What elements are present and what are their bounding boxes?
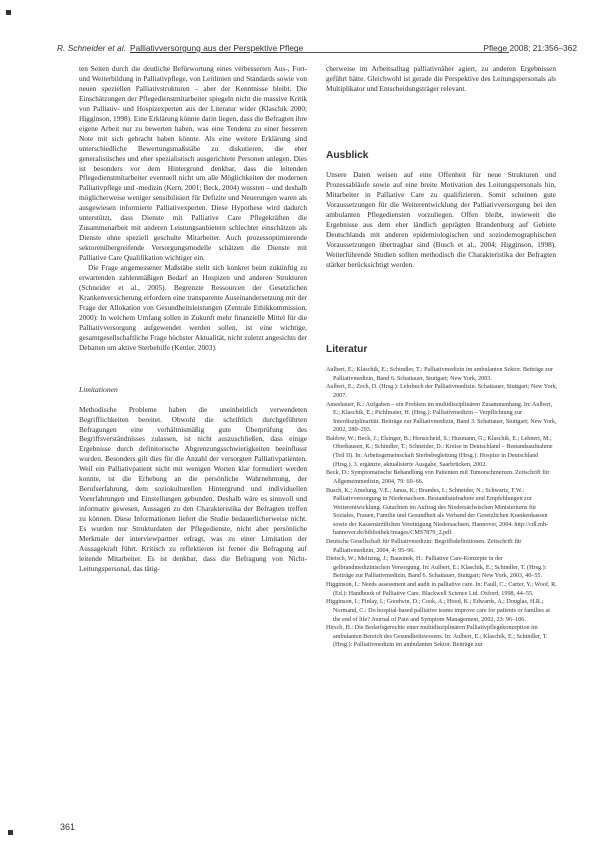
- running-header: [57, 42, 579, 56]
- page-number: 361: [60, 822, 76, 832]
- left-column: [79, 64, 307, 574]
- reference-item: Busch, K.; Amelung, V.E.; Janus, K.; Brandes, I.; Schneider, N.; Schwartz, F.W.: Palliativversorgung in Niedersachsen. Bestandsaufnahme und Empfehlungen zur Weiterentwicklung. Gutachten im Auftrag des Niedersächsischen Ministeriums für Soziales, Frauen, Familie und Gesundheit als Verband der Gesetzlichen Krankenkassen sowie der Kassenärztlichen Vereinigung Niedersachsen. Hannover, 2004. http://cdl.mh-hannover.de/bibliothek/images/CMS7879_2.pdf: [326, 487, 549, 537]
- ausblick-paragraph: Unsere Daten weisen auf eine Offenheit für neue Strukturen und Prozessabläufe sowie auf eine breite Motivation des Leitungspersonals hin, Mitarbeiter in Palliative Care zu qualifizieren. Somit scheinen gute Voraussetzungen für die Weiterentwicklung der Palliativversorgung bei den ambulanten Pflegediensten vorzuliegen. Offen bleibt, inwieweit die Ergebnisse aus dem eher ländlich geprägten Brandenburg auf Gebiete Deutschlands mit anderen epidemiologischen und soziodemographischen Voraussetzungen übertragbar sind (Busch et al., 2004; Higginson, 1998). Weiterführende Studien sollten methodisch die Charakteristika der Befragten stärker berücksichtigt werden.: [326, 170, 556, 269]
- discussion-paragraph-2: Die Frage angemessener Maßstäbe stellt sich konkret beim zukünftig zu erwartenden zahlenmäßigen Bedarf an Hospizen und anderen Strukturen (Schneider et al., 2005). Begrenzte Ressourcen der Gesetzlichen Krankenversicherung erfordern eine transparente Auseinandersetzung mit der Frage der Allokation von Gesundheitsleistungen (Zentrale Ethikkommission, 2000): In welchem Umfang sollen in Zukunft mehr finanzielle Mittel für die Palliativversorgung aufgewendet werden sollen, ist eine wichtige, gesamtgesellschaftliche Frage höchster Aktualität, nicht zuletzt angesichts der Debatten um aktive Sterbehilfe (Kettler, 2003).: [79, 263, 307, 352]
- header-journal: Pflege 2008; 21:356–362: [483, 43, 577, 53]
- literatur-heading: Literatur: [326, 344, 368, 355]
- reference-item: Beck, D.: Symptomatische Behandlung von Patienten mit Tumorschmerzen. Zeitschrift für Allgemeinmedizin, 2004, 79: 60–66.: [326, 470, 550, 485]
- reference-item: Baldow, W.; Beck, J.; Elsinger, B.; Hensicheid, S.; Husmann, G.; Klaschik, E.; Lehnert, M.; Oberhausen, K.; Schindler, T.; Schneider, D.: Kreise in Deutschland – Bestandsaufnahme (Teil II). In: Arbeitsgemeinschaft Sterbebegleitung (Hrsg.): Hospize in Deutschland (Hrsg.). 3. ergänzte, aktualisierte Ausgabe, Saarbrücken, 2002.: [326, 435, 553, 468]
- limitations-continued-paragraph: cherweise im Arbeitsalltag palliativnäher agiert, zu anderen Ergebnissen geführt hätte. Gleichwohl ist gerade die Perspektive des Leitungspersonals als Multiplikator und Entscheidungsträger relevant.: [326, 64, 556, 93]
- reference-item: Hirsch, H.: Die Bedarfsgerechte einer multidisziplinären Palliativpflegekonzeption im ambulanten Bereich des Gesundheitswesens. In: Aulbert, E.; Klaschik, E.; Schindler, T. (Hrsg.): Palliativmedizin im ambulanten Sektor. Beiträge zur: [326, 625, 548, 649]
- limitations-paragraph: Methodische Probleme haben die uneinheitlich verwendeten Begrifflichkeiten bereitet. Obwohl die schriftlich durchgeführten Befragungen eine verhältnismäßig gute Überprüfung des Begriffsverständnisses zulassen, ist nicht auszuschließen, dass einige Ergebnisse durch definitorische Abgrenzungsschwierigkeiten beeinflusst wurden. Besonders gilt dies für die Anzahl der versorgten Palliativpatienten. Weil ein Palliativpatient nicht mit wenigen Worten klar formuliert werden konnte, ist die Erhebung an die persönliche Wahrnehmung, der Berufserfahrung, dem soziokulturellen Hintergrund und individuellen Vorerfahrungen und Einstellungen gebunden. Deshalb wäre es sinnvoll und informativ gewesen, Aussagen zu den Charakteristika der Befragten treffen zu können. Diese Informationen liefert die Studie bedauerlicherweise nicht. Es wurden nur Strukturdaten der Pflegedienste, nicht aber persönliche Merkmale der interviewpartner erfragt, was zu einer Limitation der Aussagekraft führt. Kritisch zu reflektieren ist ferner die Befragung auf leitende Mitarbeiter. Es ist denkbar, dass die Befragung von Nicht-Leitungspersonal, das tätig-: [79, 404, 307, 573]
- reference-item: Amesbauer, K.: Aufgaben – ein Problem im multidisziplinären Zusammenhang. In: Aulbert, E.; Klaschik, E.; Pichlmaier, H. (Hrsg.): Palliativmedizin – Verpflichtung zur Interdisziplinarität. Beiträge zur Palliativmedizin, Band 3. Schattauer, Stuttgart; New York, 2002, 280–293.: [326, 401, 557, 434]
- discussion-paragraph-1: ten Seiten durch die deutliche Befürwortung eines verbesserten Aus-, Fort- und Weiterbildung in Palliativpflege, von Leitlinien und Standards sowie von neuen speziellen Palliativstrukturen – aber der Kenntnisse bleibt. Die Einschätzungen der Pflegedienstmitarbeiter spiegeln nicht die massive Kritik von Palliativ- und Hospizexperten aus der Literatur wider (Klaschik 2000; Higginson, 1998). Eine Erklärung könnte darin liegen, dass die Befragten ihre eigene Arbeit nur zu bewerten haben, was eine Tendenz zu einer besseren Note mit sich gebracht haben könnte. Als eine weitere Erklärung sind unterschiedliche Bewertungsmaßstäbe zu diskutieren, die eher generalistisches und eher spezialistisch ausgerichtete Personen anlegen. Dies ist besonders vor dem Hintergrund denkbar, dass die leitenden Pflegedienstmitarbeiter eventuell nicht um alle Möglichkeiten der modernen Palliativpflege und -medizin (Kern, 2001; Beck, 2004) wussten – und deshalb möglicherweise weniger sensibilisiert für Defizite und Neuerungen waren als ausgewiesen informierte Palliativexperten. Diese Hypothese wird dadurch unterstützt, dass Dienste mit Palliative Care Pflegekräften die Zusammenarbeit mit anderen Leistungsanbietern schlechter einschätzen als Dienste ohne speziell geschulte Mitarbeiter. Auch prozessoptimierende sektorenübergreifende Versorgungsmodelle schätzen die Dienste mit Palliative Care Qualifikation wichtiger ein.: [79, 64, 307, 263]
- ausblick-heading: Ausblick: [326, 150, 369, 161]
- reference-item: Higginson, I.: Needs assessment and audit in palliative care. In: Faull, C.; Carter, Y.; Woof, R. (Ed.): Handbook of Palliative Care. Blackwell Science Ltd. Oxford, 1998, 44–55.: [326, 582, 557, 597]
- right-column-intro: [326, 64, 556, 94]
- header-title: Palliativversorgung aus der Perspektive Pflege: [130, 43, 304, 53]
- crop-mark-bottom-left: [8, 830, 13, 835]
- reference-item: Deutsche Gesellschaft für Palliativmedizin: Begriffsdefinitionen. Zeitschrift für Palliativmedizin, 2004, 4: 95–96.: [326, 539, 522, 554]
- limitations-heading: Limitationen: [79, 384, 118, 394]
- reference-item: Aulbert, E.; Zech, D. (Hrsg.): Lehrbuch der Palliativmedizin. Schattauer, Stuttgart; New York, 2007.: [326, 384, 558, 399]
- ausblick-body: [326, 170, 556, 270]
- reference-item: Higginson, I.; Finlay, I.; Goodwin, D.; Cook, A.; Hood, K.; Edwards, A.; Douglas, H.R.; Normand, C.: Do hospital-based palliative teams improve care for patients or families at the end of life? Journal of Pain and Symptom Management, 2002, 23: 96–106.: [326, 599, 550, 623]
- reference-item: Aulbert, E.; Klaschik, E.; Schindler, T.: Palliativmedizin im ambulanten Sektor. Beiträge zur Palliativmedizin, Band 6. Schattauer, Stuttgart; New York, 2003.: [326, 367, 554, 382]
- reference-item: Dietsch, W.; Meltzing, J.; Bausinek, H.: Palliative Care-Konzepte in der gelbrandmedizinischen Versorgung. In: Aulbert, E.; Klaschik, E.; Schindler, T. (Hrsg.): Beiträge zur Palliativmedizin, Band 6. Schattauer, Stuttgart; New York, 2003, 40–55.: [326, 556, 547, 580]
- header-authors: R. Schneider et al.: [57, 43, 126, 53]
- reference-list: [326, 366, 558, 650]
- crop-mark-top-left: [6, 10, 11, 15]
- header-rule: [277, 52, 509, 53]
